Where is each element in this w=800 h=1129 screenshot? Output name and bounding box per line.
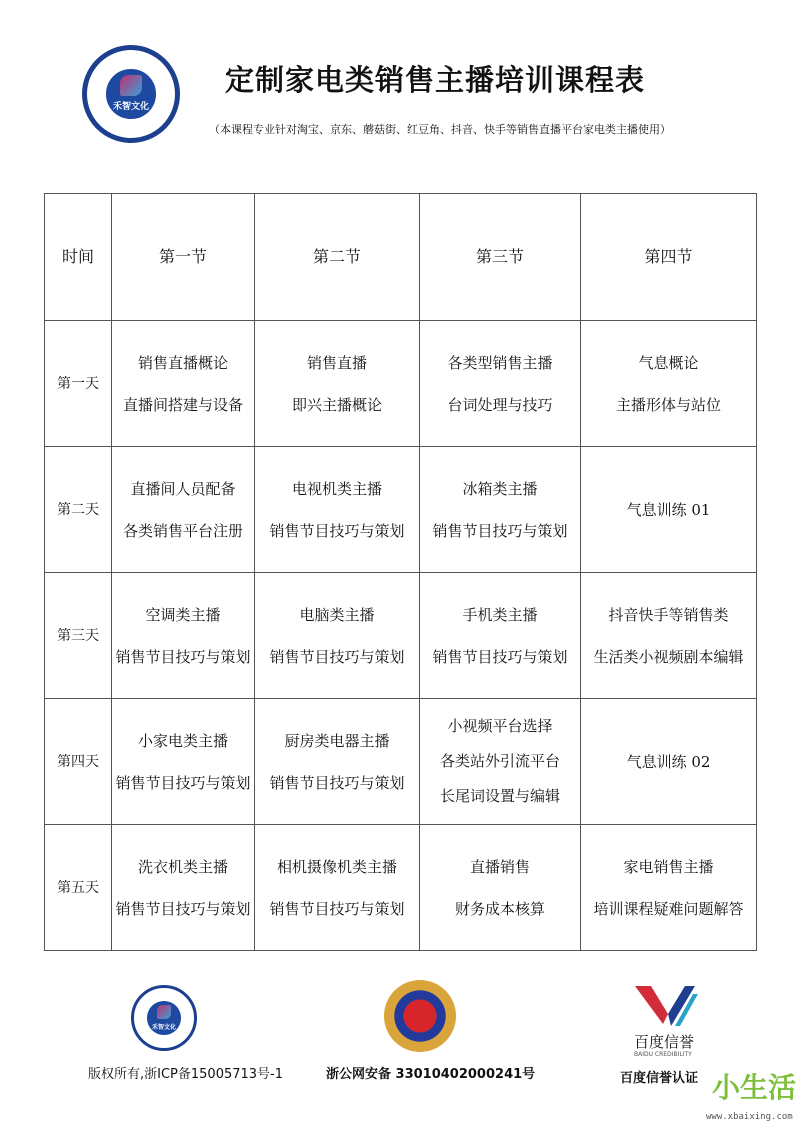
- course-line: 即兴主播概论: [291, 395, 382, 414]
- course-line: 直播销售: [469, 857, 530, 876]
- course-line: 销售节目技巧与策划: [269, 521, 405, 540]
- column-header: 时间: [45, 194, 112, 321]
- baidu-en: BAIDU CREDIBILITY: [634, 1051, 692, 1058]
- day-label: 第四天: [45, 699, 112, 825]
- course-line: 各类型销售主播: [447, 353, 553, 372]
- course-line: 销售节目技巧与策划: [269, 647, 405, 666]
- course-line: 主播形体与站位: [615, 395, 721, 414]
- day-label: 第五天: [45, 825, 112, 951]
- course-line: 电脑类主播: [299, 605, 375, 624]
- table-row: [45, 321, 757, 447]
- police-record: 浙公网安备 33010402000241号: [326, 1067, 536, 1082]
- hezhi-logo: 禾智文化: [82, 45, 180, 143]
- course-line: 销售直播概论: [137, 353, 228, 372]
- police-emblem-icon: [384, 980, 456, 1052]
- course-line: 电视机类主播: [291, 479, 382, 498]
- course-cell: [581, 573, 757, 699]
- page-title: 定制家电类销售主播培训课程表: [224, 63, 645, 97]
- course-line: 销售节目技巧与策划: [269, 899, 405, 918]
- course-line: 台词处理与技巧: [447, 395, 553, 414]
- course-line: 抖音快手等销售类: [608, 605, 729, 624]
- course-cell: [420, 699, 581, 825]
- table-row: [45, 699, 757, 825]
- course-line: 家电销售主播: [623, 857, 714, 876]
- footer-hezhi-logo: 禾智文化: [131, 985, 197, 1051]
- course-line: 空调类主播: [145, 605, 221, 624]
- course-line: 生活类小视频剧本编辑: [593, 647, 744, 666]
- icp-record: 版权所有,浙ICP备15005713号-1: [88, 1067, 284, 1082]
- course-line: 财务成本核算: [454, 899, 545, 918]
- table-row: [45, 447, 757, 573]
- column-header: 第一节: [112, 194, 255, 321]
- course-line: 销售节目技巧与策划: [269, 773, 405, 792]
- course-line: 气息训练 01: [626, 500, 711, 519]
- table-row: [45, 825, 757, 951]
- watermark: 小生活: [712, 1071, 797, 1104]
- course-cell: [581, 321, 757, 447]
- course-cell: [420, 825, 581, 951]
- course-line: 冰箱类主播: [462, 479, 538, 498]
- course-cell: [420, 447, 581, 573]
- course-cell: [581, 699, 757, 825]
- course-cell: [112, 573, 255, 699]
- course-line: 气息概论: [638, 353, 699, 372]
- course-cell: [112, 447, 255, 573]
- course-cell: [420, 573, 581, 699]
- course-line: 厨房类电器主播: [284, 731, 390, 750]
- course-line: 小家电类主播: [137, 731, 228, 750]
- course-schedule-table: [44, 193, 757, 951]
- course-cell: [255, 825, 420, 951]
- column-header: 第三节: [420, 194, 581, 321]
- table-row: [45, 573, 757, 699]
- course-cell: [112, 825, 255, 951]
- course-line: 销售节目技巧与策划: [432, 521, 568, 540]
- course-cell: [112, 699, 255, 825]
- course-line: 气息训练 02: [626, 752, 711, 771]
- course-line: 直播间搭建与设备: [122, 395, 243, 414]
- course-cell: [420, 321, 581, 447]
- course-line: 长尾词设置与编辑: [439, 787, 560, 805]
- course-line: 各类销售平台注册: [122, 521, 243, 540]
- course-cell: [255, 447, 420, 573]
- baidu-brand: 百度信誉: [634, 1033, 695, 1051]
- column-header: 第二节: [255, 194, 420, 321]
- course-line: 销售节目技巧与策划: [432, 647, 568, 666]
- course-line: 直播间人员配备: [130, 479, 236, 498]
- watermark-url: www.xbaixing.com: [706, 1112, 793, 1122]
- day-label: 第一天: [45, 321, 112, 447]
- day-label: 第二天: [45, 447, 112, 573]
- baidu-credibility-logo-icon: [635, 986, 701, 1026]
- page-subtitle: （本课程专业针对淘宝、京东、蘑菇街、红豆角、抖音、快手等销售直播平台家电类主播使用）: [209, 123, 671, 136]
- course-line: 小视频平台选择: [447, 717, 553, 735]
- table-header-row: [45, 194, 757, 321]
- course-line: 销售节目技巧与策划: [115, 647, 251, 666]
- course-cell: [255, 573, 420, 699]
- course-line: 洗衣机类主播: [137, 857, 228, 876]
- course-line: 各类站外引流平台: [439, 752, 560, 770]
- course-cell: [255, 321, 420, 447]
- course-cell: [581, 825, 757, 951]
- day-label: 第三天: [45, 573, 112, 699]
- course-line: 手机类主播: [462, 605, 538, 624]
- course-cell: [581, 447, 757, 573]
- course-line: 销售节目技巧与策划: [115, 773, 251, 792]
- course-cell: [255, 699, 420, 825]
- course-line: 培训课程疑难问题解答: [593, 899, 744, 918]
- column-header: 第四节: [581, 194, 757, 321]
- baidu-cert: 百度信誉认证: [620, 1071, 699, 1086]
- course-line: 销售节目技巧与策划: [115, 899, 251, 918]
- course-cell: [112, 321, 255, 447]
- course-line: 相机摄像机类主播: [276, 857, 397, 876]
- course-line: 销售直播: [306, 353, 367, 372]
